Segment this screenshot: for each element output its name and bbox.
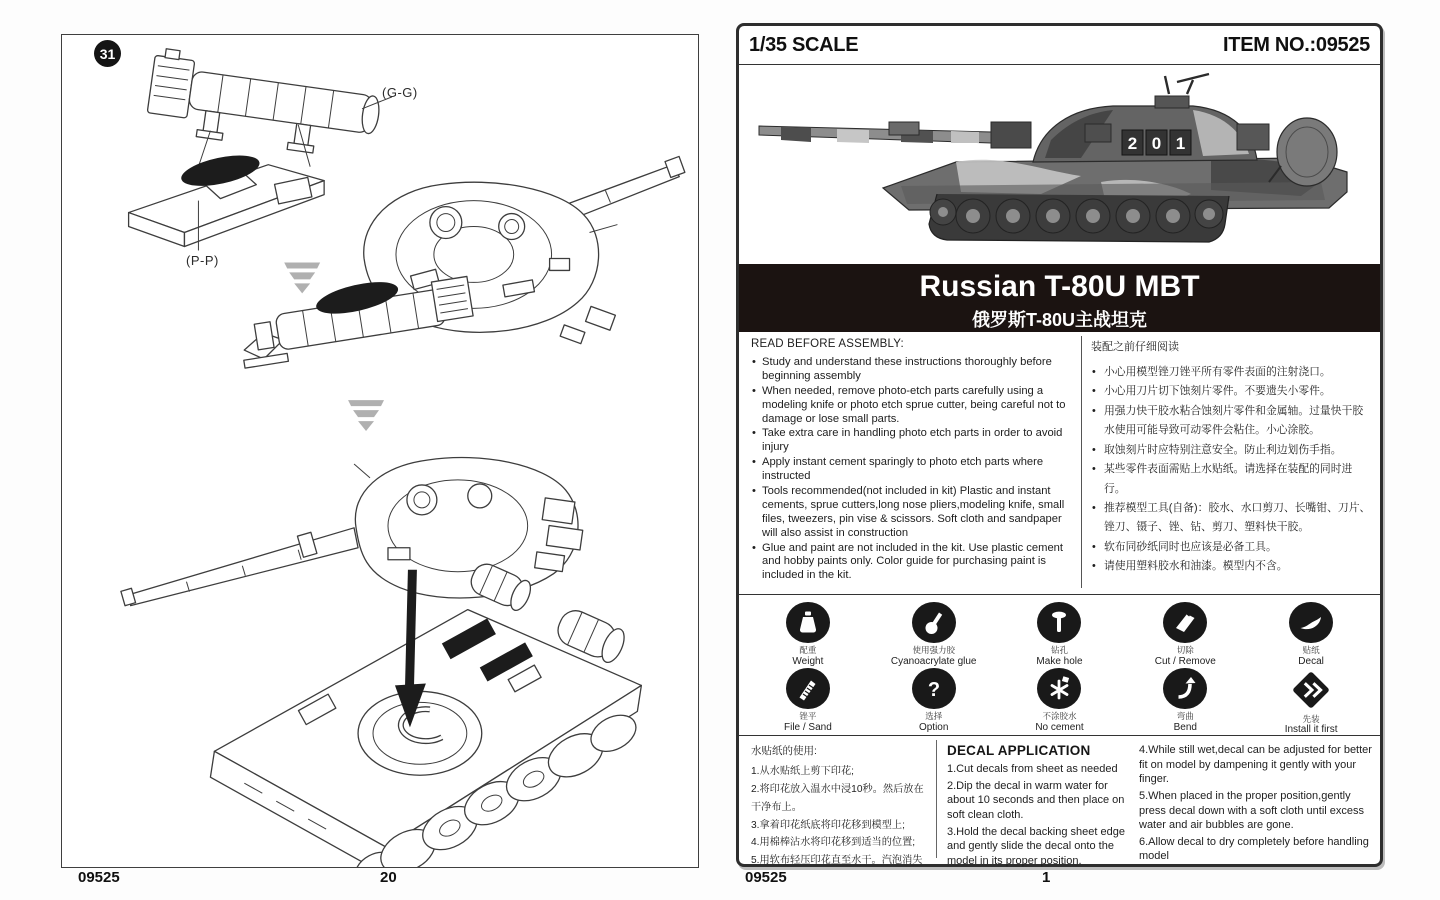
decal-step: 5.When placed in the proper position,gently press decal down with a soft cloth until excess water and air bubbles are gone. <box>1139 789 1365 832</box>
decal-english-column-2 <box>1139 743 1373 866</box>
legend-label-en: File / Sand <box>783 721 832 733</box>
right-footer-page-number: 1 <box>1042 869 1051 886</box>
kit-title-en: Russian T-80U MBT <box>919 270 1200 303</box>
left-footer-page-number: 20 <box>380 869 397 886</box>
part-label-gg: (G-G) <box>382 85 418 100</box>
mount-base-part-illustration <box>129 150 325 251</box>
hull-top-illustration <box>210 560 642 867</box>
legend-item-cut-remove <box>1122 602 1248 668</box>
instruction-bullet: • Tools recommended(not included in kit) Plastic and instant cements, sprue cutters,long nose pliers,modeling knife, small files, tweezers, pin vise & scissors. Soft cloth and sandpaper will also assist in construction <box>751 485 1077 541</box>
legend-label-zh: 锉平 <box>799 711 817 722</box>
turret-digit: 2 <box>1127 134 1138 153</box>
box-art-tank <box>741 66 1378 264</box>
item-number-label: ITEM NO.:09525 <box>1223 34 1370 56</box>
legend-label-zh: 使用强力胶 <box>912 645 955 656</box>
decal-step: 2.Dip the decal in warm water for about 10 seconds and then place on soft clean cloth. <box>947 779 1125 821</box>
install-first-icon <box>1289 668 1333 712</box>
decal-step: 4.While still wet,decal can be adjusted for better fit on model by dampening it gently with your finger. <box>1139 744 1372 786</box>
file-sand-icon <box>786 668 830 709</box>
assembly-arrow-icon <box>284 262 320 293</box>
instruction-bullet: • 用强力快干胶水粘合蚀刻片零件和金属轴。过量快干胶水使用可能导致可动零件会粘住。小心涂胶。 <box>1091 402 1372 441</box>
legend-label-en: Option <box>918 721 949 733</box>
left-footer-item-number: 09525 <box>78 869 120 886</box>
legend-label-zh: 不涂胶水 <box>1042 711 1077 722</box>
turret-digit: 1 <box>1175 134 1186 153</box>
instruction-bullet: • 取蚀刻片时应特别注意安全。防止利边划伤手指。 <box>1091 441 1372 460</box>
turret-number <box>1122 130 1191 155</box>
instructions-chinese-column <box>1091 338 1372 577</box>
decal-english-column-1 <box>947 743 1131 870</box>
instructions-english-column <box>751 338 1077 584</box>
read-before-heading-zh: 装配之前仔细阅读 <box>1091 341 1179 353</box>
cyanoacrylate-glue-icon <box>912 602 956 643</box>
legend-item-file-sand <box>745 668 871 734</box>
legend-item-bend <box>1122 668 1248 734</box>
kit-title-zh: 俄罗斯T-80U主战坦克 <box>971 309 1148 330</box>
instruction-bullet: • 小心用刀片切下蚀刻片零件。不要遗失小零件。 <box>1091 382 1372 401</box>
read-before-heading-en: READ BEFORE ASSEMBLY: <box>751 338 904 350</box>
legend-label-en: Make hole <box>1036 655 1083 667</box>
legend-item-decal <box>1248 602 1374 668</box>
legend-label-zh: 先装 <box>1302 714 1320 724</box>
legend-row-1 <box>745 602 1374 668</box>
instruction-bullet: • 软布同砂纸同时也应该是必备工具。 <box>1091 538 1372 557</box>
assembly-arrow-icon <box>348 400 384 431</box>
legend-item-option <box>871 668 997 734</box>
legend-label-zh: 钻孔 <box>1050 645 1068 656</box>
decal-step: 1.Cut decals from sheet as needed <box>947 763 1118 775</box>
decal-step: 3.拿着印花纸底将印花移到模型上; <box>751 819 905 831</box>
decal-heading-zh: 水贴纸的使用: <box>751 745 817 757</box>
page-header <box>749 34 1370 57</box>
step-number-badge: 31 <box>94 40 121 67</box>
instruction-bullet: • Study and understand these instructions thoroughly before beginning assembly <box>751 356 1077 384</box>
instruction-bullet: • 某些零件表面需贴上水贴纸。请选择在装配的同时进行。 <box>1091 460 1372 499</box>
assembly-diagram <box>62 35 698 867</box>
instruction-bullet: • 请使用塑料胶水和油漆。模型内不含。 <box>1091 557 1372 576</box>
header-rule <box>739 64 1380 65</box>
legend-item-no-cement <box>997 668 1123 734</box>
legend-label-en: Cut / Remove <box>1154 655 1216 667</box>
decal-step: 5.用软布轻压印花直至水干。汽泡消失 <box>751 855 923 867</box>
decal-icon <box>1289 602 1333 643</box>
legend-label-zh: 贴纸 <box>1302 645 1320 656</box>
legend-item-weight <box>745 602 871 668</box>
legend-item-install-first <box>1248 668 1374 734</box>
legend-label-en: Bend <box>1173 721 1197 733</box>
legend-label-zh: 配重 <box>799 645 817 656</box>
turret-digit: 0 <box>1151 134 1162 153</box>
decal-chinese-column <box>751 743 931 870</box>
decal-application-section <box>739 736 1380 867</box>
legend-label-en: Cyanoacrylate glue <box>890 655 977 667</box>
legend-label-zh: 弯曲 <box>1176 711 1194 722</box>
column-divider <box>936 740 937 858</box>
svg-text:?: ? <box>927 678 940 701</box>
decal-step: 3.Hold the decal backing sheet edge and gently slide the decal onto the model in its proper position. <box>947 825 1125 867</box>
tank-side-view-illustration <box>741 66 1378 264</box>
legend-label-en: Weight <box>792 655 824 667</box>
instruction-bullet: • 推荐模型工具(自备)：胶水、水口剪刀、长嘴钳、刀片、锉刀、镊子、锉、钻、剪刀、塑料快干胶。 <box>1091 499 1372 538</box>
part-label-pp: (P-P) <box>186 253 219 268</box>
tube-assembly-illustration <box>234 265 475 368</box>
decal-heading-en: DECAL APPLICATION <box>947 743 1091 758</box>
scale-label: 1/35 SCALE <box>749 34 859 56</box>
instruction-page-left <box>61 34 699 868</box>
no-cement-icon <box>1037 668 1081 709</box>
instruction-bullet: • Apply instant cement sparingly to photo etch parts where instructed <box>751 456 1077 484</box>
instruction-bullet: • 小心用模型锉刀锉平所有零件表面的注射浇口。 <box>1091 363 1372 382</box>
decal-step: 1.从水贴纸上剪下印花; <box>751 766 855 777</box>
option-icon <box>912 668 956 709</box>
cut-remove-icon <box>1163 602 1207 643</box>
instruction-bullet: • When needed, remove photo-etch parts carefully using a modeling knife or photo etch sprue cutter, being careful not to damage or lose small parts. <box>751 385 1077 427</box>
legend-label-zh: 选择 <box>925 711 943 722</box>
legend-label-en: Decal <box>1298 655 1324 667</box>
legend-label-en: No cement <box>1035 721 1084 733</box>
column-divider <box>1081 336 1082 588</box>
instruction-bullet: • Glue and paint are not included in the kit. Use plastic cement and hobby paints only. Color guide for purchasing paint is included in the kit. <box>751 542 1077 584</box>
decal-step: 6.Allow decal to dry completely before handling model <box>1139 835 1369 863</box>
title-banner <box>739 264 1380 332</box>
symbol-legend <box>739 594 1380 736</box>
instruction-bullet: • Take extra care in handling photo etch parts in order to avoid injury <box>751 427 1077 455</box>
legend-label-en: Install it first <box>1284 724 1338 736</box>
legend-item-cyanoacrylate-glue <box>871 602 997 668</box>
snorkel-tube-part-illustration <box>145 47 384 161</box>
instruction-page-right <box>736 23 1383 867</box>
decal-step: 2.将印花放入温水中浸10秒。然后放在干净布上。 <box>751 783 924 813</box>
decal-step: 4.用棉棒沾水将印花移到适当的位置; <box>751 837 916 849</box>
legend-label-zh: 切除 <box>1176 645 1194 656</box>
right-footer-item-number: 09525 <box>745 869 787 886</box>
make-hole-icon <box>1037 602 1081 643</box>
weight-icon <box>786 602 830 643</box>
bend-icon <box>1163 668 1207 709</box>
legend-row-2 <box>745 668 1374 734</box>
read-before-assembly-section <box>739 332 1380 594</box>
legend-item-make-hole <box>997 602 1123 668</box>
